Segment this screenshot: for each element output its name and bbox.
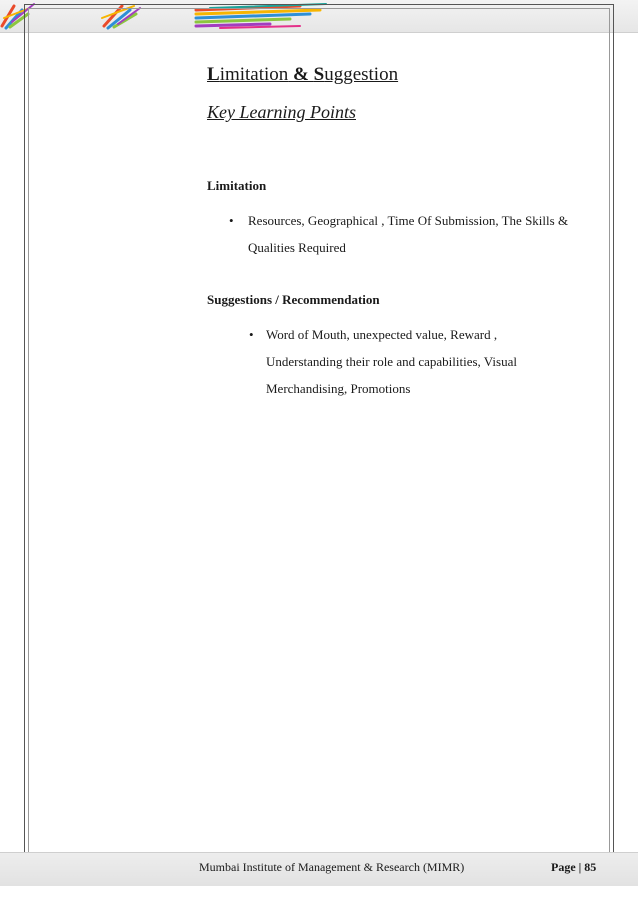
- limitation-heading: Limitation: [207, 178, 267, 193]
- suggestions-heading: Suggestions / Recommendation: [207, 292, 380, 307]
- footer-institute: Mumbai Institute of Management & Research (MIMR): [199, 860, 465, 874]
- page-subtitle: Key Learning Points: [207, 102, 356, 122]
- limitation-bullet: Resources, Geographical , Time Of Submission, The Skills & Qualities Required: [248, 213, 569, 255]
- suggestions-bullet: Word of Mouth, unexpected value, Reward , Understanding their role and capabilities, Visual Merchandising, Promotions: [266, 327, 517, 396]
- footer-page-number: Page | 85: [551, 860, 597, 874]
- page-border-inner: [28, 8, 610, 874]
- bullet-icon: •: [249, 327, 254, 342]
- bullet-icon: •: [229, 213, 234, 228]
- page-title: Limitation & Suggestion: [207, 64, 399, 85]
